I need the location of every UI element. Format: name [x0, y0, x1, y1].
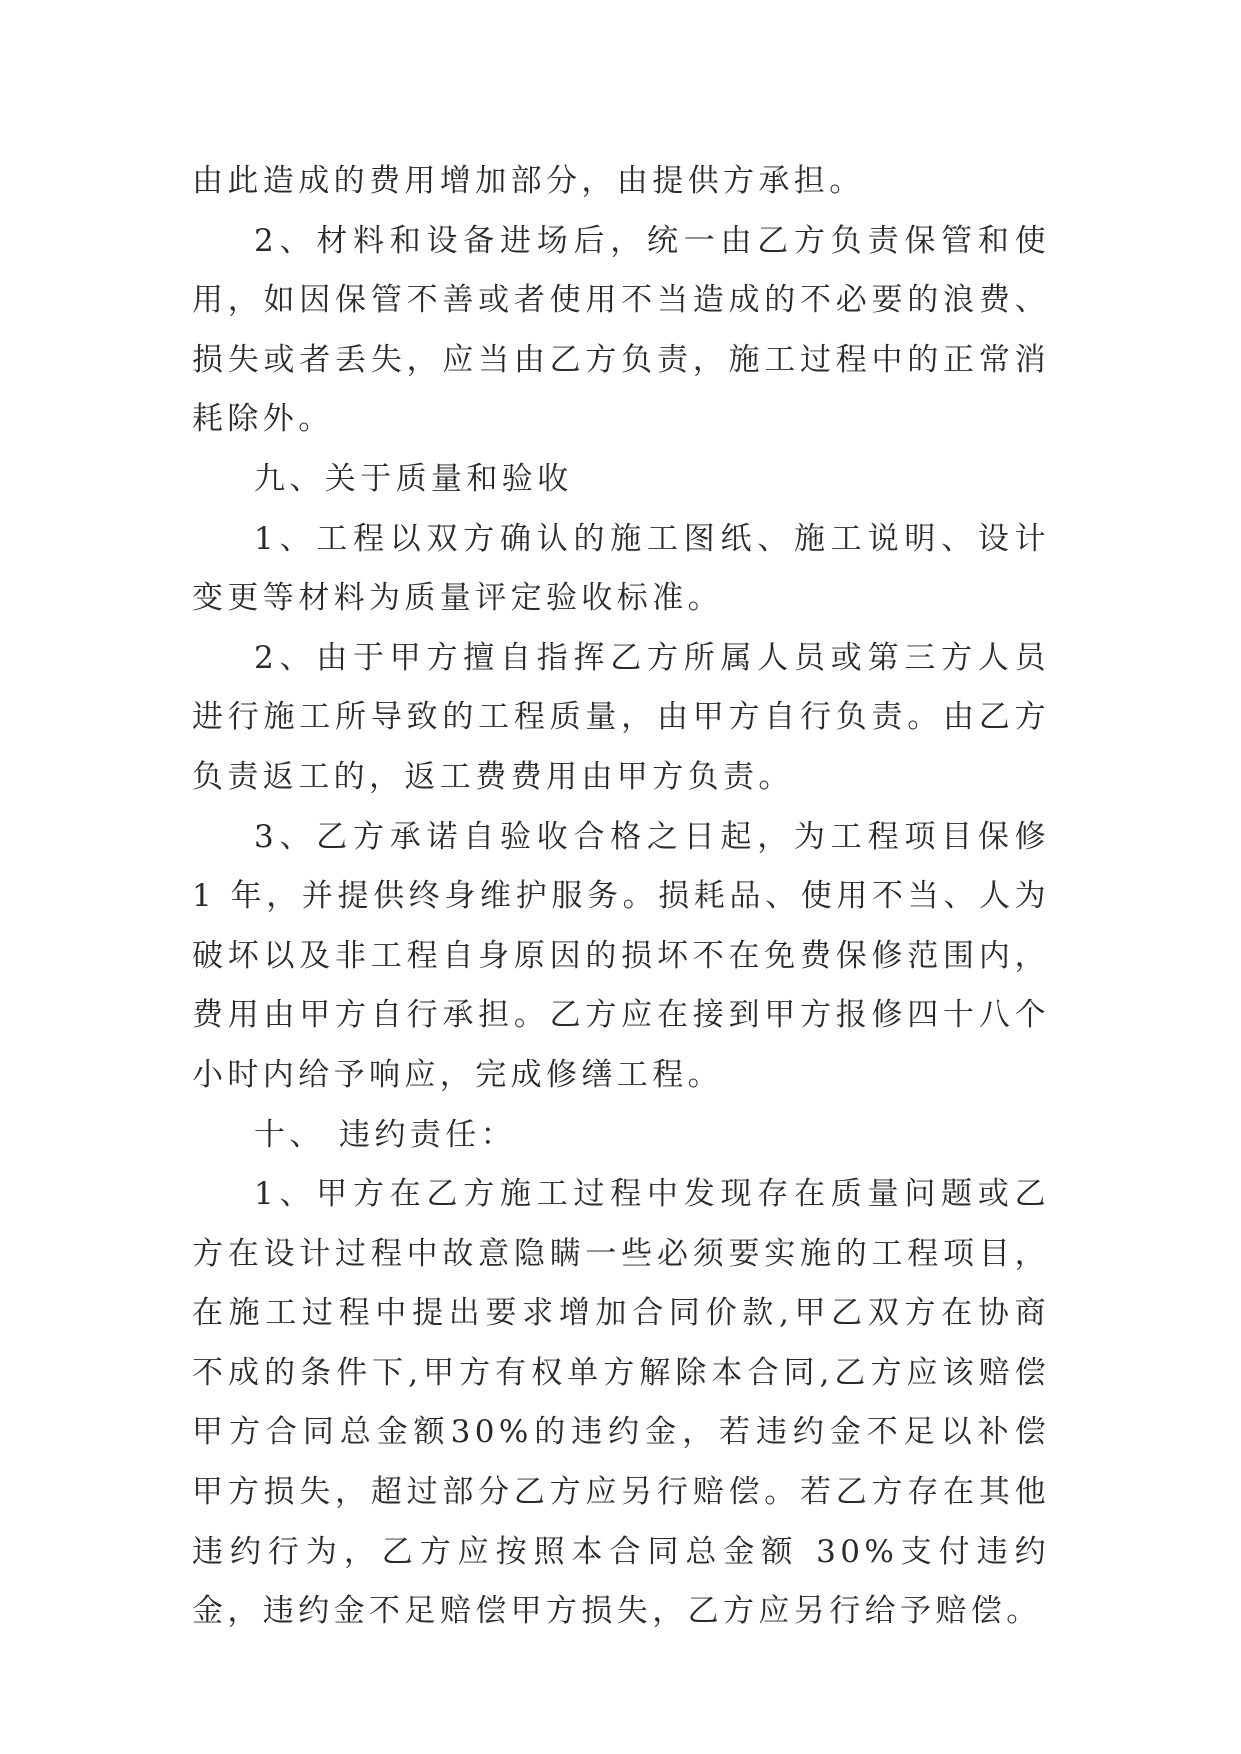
paragraph-material-custody: 2、材料和设备进场后，统一由乙方负责保管和使用，如因保管不善或者使用不当造成的不必要的浪费、损失或者丢失，应当由乙方负责，施工过程中的正常消耗除外。 [192, 222, 1050, 438]
paragraph-unauthorized-direction: 2、由于甲方擅自指挥乙方所属人员或第三方人员进行施工所导致的工程质量，由甲方自行负责。由乙方负责返工的，返工费费用由甲方负责。 [192, 639, 1050, 795]
section-heading-quality-acceptance: 九、关于质量和验收 [254, 460, 573, 497]
section-heading-liability: 十、 违约责任： [254, 1116, 517, 1153]
paragraph-cost-continuation: 由此造成的费用增加部分，由提供方承担。 [192, 163, 865, 199]
paragraph-warranty: 3、乙方承诺自验收合格之日起，为工程项目保修 1 年，并提供终身维护服务。损耗品、使用不当、人为破坏以及非工程自身原因的损坏不在免费保修范围内，费用由甲方自行承担。乙方应在接到甲方报修四十八个小时内给予响应，完成修缮工程。 [192, 818, 1050, 1093]
paragraph-breach-penalty: 1、甲方在乙方施工过程中发现存在质量问题或乙方在设计过程中故意隐瞒一些必须要实施的工程项目，在施工过程中提出要求增加合同价款,甲乙双方在协商不成的条件下,甲方有权单方解除本合同,乙方应该赔偿甲方合同总金额30%的违约金，若违约金不足以补偿甲方损失，超过部分乙方应另行赔偿。若乙方存在其他违约行为，乙方应按照本合同总金额 30%支付违约金，违约金不足赔偿甲方损失，乙方应另行给予赔偿。 [192, 1176, 1050, 1630]
document-body [192, 152, 1050, 1642]
paragraph-quality-standard: 1、工程以双方确认的施工图纸、施工说明、设计变更等材料为质量评定验收标准。 [192, 520, 1050, 617]
